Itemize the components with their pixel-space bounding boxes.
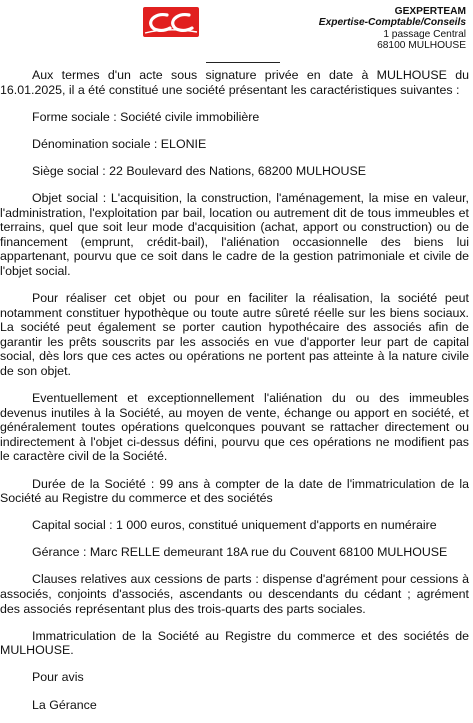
notice-forme-sociale: Forme sociale : Société civile immobilière bbox=[32, 109, 260, 124]
notice-gerance: Gérance : Marc RELLE demeurant 18A rue du Couvent 68100 MULHOUSE bbox=[32, 545, 448, 560]
firm-address-line2: 68100 MULHOUSE bbox=[377, 40, 466, 52]
firm-address-line1: 1 passage Central bbox=[383, 28, 466, 40]
notice-capital: Capital social : 1 000 euros, constitué uniquement d'apports en numéraire bbox=[32, 518, 437, 533]
notice-realisation: Pour réaliser cet objet ou pour en faciliter la réalisation, la société peut notamment constituer hypothèque ou toute autre sûreté réelle sur les biens sociaux. La société peut également se porter caution hypothécaire des associés afin de garantir les prêts souscrits par les associés en vue d'apporter leur part de capital social, dès lors que ces actes ou opérations ne portent pas atteinte à la nature civile de son objet. bbox=[0, 291, 469, 378]
firm-name: GEXPERTEAM bbox=[394, 6, 466, 17]
notice-immatriculation: Immatriculation de la Société au Registre du commerce et des sociétés de MULHOUSE. bbox=[0, 628, 469, 658]
notice-pour-avis: Pour avis bbox=[32, 670, 84, 685]
notice-clauses: Clauses relatives aux cessions de parts : dispense d'agrément pour cessions à associés, conjoints d'associés, ascendants ou descendants du cédant ; agrément des associés représentant plus des trois-quarts des parts sociales. bbox=[0, 572, 469, 616]
notice-signature: La Gérance bbox=[32, 697, 97, 712]
header-divider bbox=[206, 62, 280, 63]
legal-notice bbox=[0, 68, 469, 723]
notice-objet-social: Objet social : L'acquisition, la construction, l'aménagement, la mise en valeur, l'administration, l'exploitation par bail, location ou autrement dit de tous immeubles et terrains, quel que soit leur mode d'acquisition (achat, apport ou construction) ou de financement (emprunt, crédit-bail), l'aliénation occasionnelle des biens lui appartenant, pourvu que ce soit dans le cadre de la gestion patrimoniale et civile de l'objet social. bbox=[0, 190, 469, 278]
gexperteam-cc-logo-icon bbox=[143, 7, 199, 37]
notice-alienation: Eventuellement et exceptionnellement l'aliénation du ou des immeubles devenus inutiles à la Société, au moyen de vente, échange ou apport en société, et généralement toutes opérations quelconques pouvant se rattacher directement ou indirectement à l'objet ci-dessus défini, pourvu que ces opérations ne modifient pas le caractère civil de la Société. bbox=[0, 391, 469, 464]
firm-tagline: Expertise-Comptable/Conseils bbox=[318, 17, 466, 29]
notice-duree: Durée de la Société : 99 ans à compter de la date de l'immatriculation de la Société au Registre du commerce et des sociétés bbox=[0, 476, 469, 506]
notice-intro: Aux termes d'un acte sous signature privée en date à MULHOUSE du 16.01.2025, il a été constitué une société présentant les caractéristiques suivantes : bbox=[0, 68, 469, 97]
letterhead bbox=[0, 4, 473, 54]
notice-siege-social: Siège social : 22 Boulevard des Nations, 68200 MULHOUSE bbox=[32, 163, 367, 178]
firm-identity bbox=[319, 6, 466, 52]
notice-denomination: Dénomination sociale : ELONIE bbox=[32, 136, 207, 151]
